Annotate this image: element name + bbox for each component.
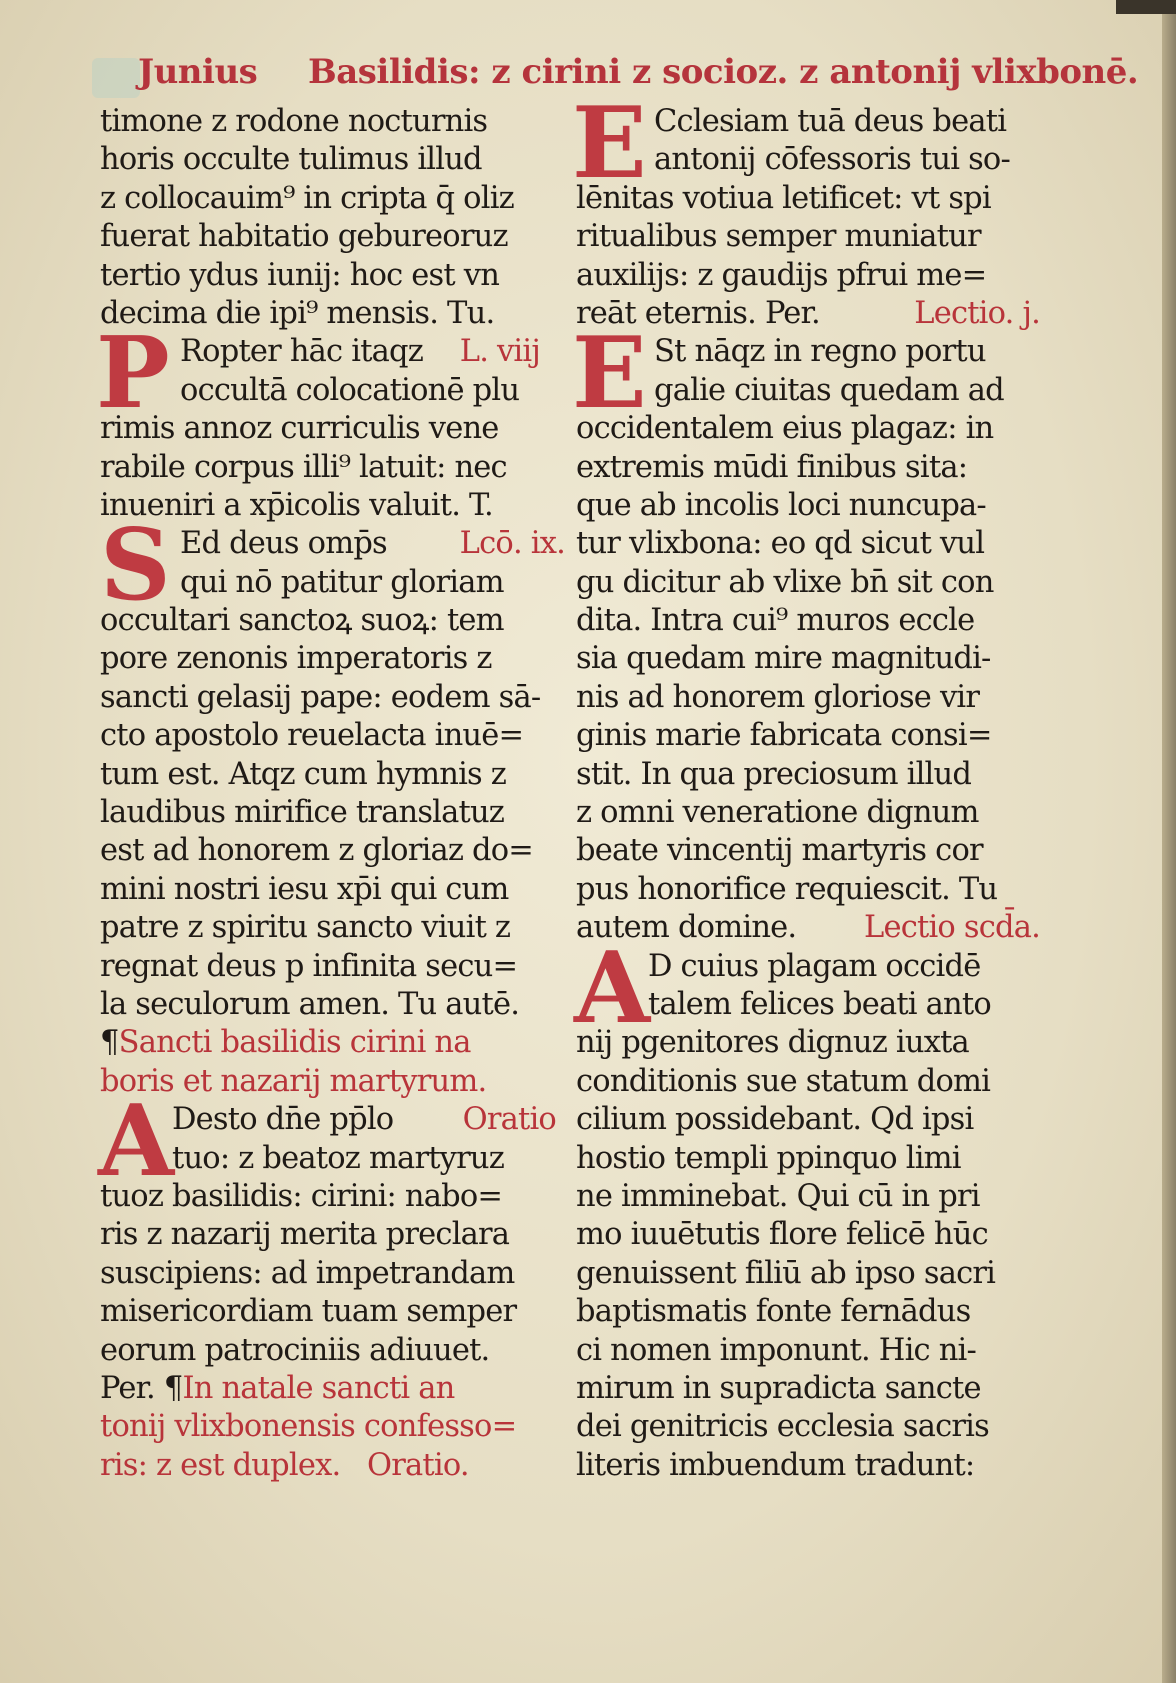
right-column [572, 86, 1040, 1485]
text-line: ci nomen imponunt. Hic ni- [576, 1332, 977, 1368]
text-line: rimis annoz curriculis vene [100, 411, 499, 447]
text-line: que ab incolis loci nuncupa- [576, 487, 986, 523]
text-span: Ed deus omp̄s [180, 526, 387, 562]
text-line: ris z nazarij merita preclara [100, 1217, 510, 1253]
text-line: occidentalem eius plagaz: in [576, 411, 994, 447]
text-line: baptismatis fonte fernādus [576, 1294, 971, 1330]
text-line [100, 333, 560, 371]
initial-a: A [98, 1084, 175, 1200]
text-span: Cclesiam tuā deus beati [654, 104, 1007, 139]
text-line: hostio templi ppinquo limi [576, 1140, 961, 1176]
lectio-8-block [96, 316, 560, 525]
text-line: sia quedam mire magnitudi- [576, 641, 991, 677]
text-span: galie ciuitas quedam ad [654, 372, 1004, 408]
text-line: mini nostri iesu xp̄i qui cum [100, 871, 509, 907]
text-line: gu dicitur ab vlixe bn̄ sit con [576, 564, 994, 600]
initial-p: P [96, 316, 170, 432]
text-line: mirum in supradicta sancte [576, 1370, 981, 1406]
text-span: autem domine. [576, 910, 797, 946]
lectio-1-block [572, 316, 1040, 947]
per-text: Per. [100, 1370, 155, 1406]
collect-block [572, 86, 1040, 333]
text-line: tur vlixbona: eo qd sicut vul [576, 526, 985, 562]
text-line: eorum patrociniis adiuuet. [100, 1332, 490, 1368]
text-line: dei genitricis ecclesia sacris [576, 1409, 989, 1445]
text-line: tuoz basilidis: cirini: nabo= [100, 1178, 503, 1214]
text-line: patre z spiritu sancto viuit z [100, 910, 511, 946]
initial-a: A [574, 930, 651, 1046]
text-line [100, 1101, 560, 1139]
text-line [576, 333, 1036, 371]
text-line: misericordiam tuam semper [100, 1294, 517, 1330]
text-line [576, 103, 1036, 141]
text-line: ritualibus semper muniatur [576, 219, 981, 255]
text-line: regnat deus p infinita secu= [100, 948, 518, 984]
text-line: ne imminebat. Qui cū in pri [576, 1178, 980, 1214]
text-line: tertio ydus iunij: hoc est vn [100, 257, 500, 293]
text-line: occultari sanctoꝝ suoꝝ: tem [100, 603, 504, 639]
text-line: ginis marie fabricata consi= [576, 718, 992, 754]
page-edge [1162, 0, 1176, 1683]
text-line: est ad honorem z gloriaz do= [100, 833, 534, 869]
text-line [100, 1370, 560, 1408]
text-line [100, 564, 560, 602]
text-span: D cuius plagam occidē [648, 948, 981, 984]
rubric-line: tonij vlixbonensis confesso= [100, 1409, 517, 1445]
page-corner-shadow [1116, 0, 1176, 14]
text-line [576, 986, 1036, 1024]
text-line: beate vincentij martyris cor [576, 833, 983, 869]
initial-s: S [100, 508, 171, 624]
text-line [576, 372, 1036, 410]
text-line: inueniri a xp̄icolis valuit. T. [100, 487, 493, 523]
text-span: St nāqz in regno portu [654, 334, 986, 370]
lectio-label: Lectio scd̄a. [864, 910, 1040, 946]
text-line: sancti gelasij pape: eodem sā- [100, 679, 541, 715]
text-line: pore zenonis imperatoris z [100, 641, 492, 677]
initial-e: E [572, 316, 647, 432]
text-line: nij pgenitores dignuz iuxta [576, 1025, 969, 1061]
text-line: suscipiens: ad impetrandam [100, 1255, 515, 1291]
text-line: tum est. Atqz cum hymnis z [100, 756, 507, 792]
text-line [100, 1140, 560, 1178]
oratio-label: Oratio [462, 1102, 556, 1138]
text-line: mo iuuētutis flore felicē hūc [576, 1217, 988, 1253]
header-month: Junius [138, 52, 258, 92]
text-line: dita. Intra cui⁹ muros eccle [576, 603, 975, 639]
rubric-line [100, 1024, 560, 1062]
text-line: fuerat habitatio gebureoruz [100, 219, 508, 255]
text-span: occultā colocationē plu [180, 372, 520, 408]
text-span: Ropter hāc itaqz [180, 334, 424, 370]
text-line: extremis mūdi finibus sita: [576, 449, 968, 485]
lectio-2-block [574, 930, 1036, 1485]
text-line: cto apostolo reuelacta inuē= [100, 718, 524, 754]
lectio-9-block [100, 508, 565, 1024]
text-line: timone z rodone nocturnis [100, 104, 488, 139]
text-line: horis occulte tulimus illud [100, 142, 482, 178]
text-line: literis imbuendum tradunt: [576, 1447, 975, 1483]
text-line: laudibus mirifice translatuz [100, 795, 505, 831]
paper-stain [92, 58, 140, 98]
text-span: Desto dn̄e pp̄lo [172, 1102, 394, 1138]
paragraph-mark: ¶ [100, 1025, 119, 1061]
text-line: conditionis sue statum domi [576, 1063, 991, 1099]
initial-e: E [572, 86, 647, 201]
lectio-label: Lcō. ix. [459, 526, 565, 562]
header-saints: Basilidis: z cirini z socioz. z antonij vlixbonē. [308, 52, 1139, 92]
text-span: tuo: z beatoz martyruz [172, 1140, 505, 1176]
text-line: nis ad honorem gloriose vir [576, 679, 980, 715]
rubric-line: ris: z est duplex. Oratio. [100, 1447, 469, 1483]
text-line: auxilijs: z gaudijs pfrui me= [576, 257, 987, 293]
oratio-block [98, 1084, 560, 1370]
text-line [100, 372, 560, 410]
text-line: cilium possidebant. Qd ipsi [576, 1102, 974, 1138]
text-line: decima die ipi⁹ mensis. Tu. [100, 295, 495, 331]
text-span: antonij cōfessoris tui so- [654, 142, 1010, 178]
text-line: z omni veneratione dignum [576, 795, 979, 831]
text-line [576, 948, 1036, 986]
text-line: la seculorum amen. Tu autē. [100, 986, 520, 1022]
left-column [96, 103, 565, 1485]
lectio-label: Lectio. j. [914, 295, 1040, 331]
text-line: pus honorifice requiescit. Tu [576, 871, 998, 907]
rubric-text: Sancti basilidis cirini na [118, 1025, 471, 1061]
text-line [100, 525, 565, 563]
text-span: talem felices beati anto [648, 986, 991, 1022]
text-line: lēnitas votiua letificet: vt spi [576, 180, 991, 216]
text-line [576, 141, 1036, 179]
text-line: stit. In qua preciosum illud [576, 756, 972, 792]
text-span: reāt eternis. Per. [576, 295, 820, 331]
text-line: z collocauim⁹ in cripta q̄ oliz [100, 180, 514, 216]
rubric-line: boris et nazarij martyrum. [100, 1063, 487, 1099]
text-line: rabile corpus illi⁹ latuit: nec [100, 449, 507, 485]
lectio-label: L. viij [459, 334, 540, 370]
text-span: qui nō patitur gloriam [180, 564, 504, 600]
paragraph-mark: ¶ [163, 1370, 183, 1406]
rubric-text: In natale sancti an [182, 1370, 455, 1406]
text-line: genuissent filiū ab ipso sacri [576, 1255, 996, 1291]
